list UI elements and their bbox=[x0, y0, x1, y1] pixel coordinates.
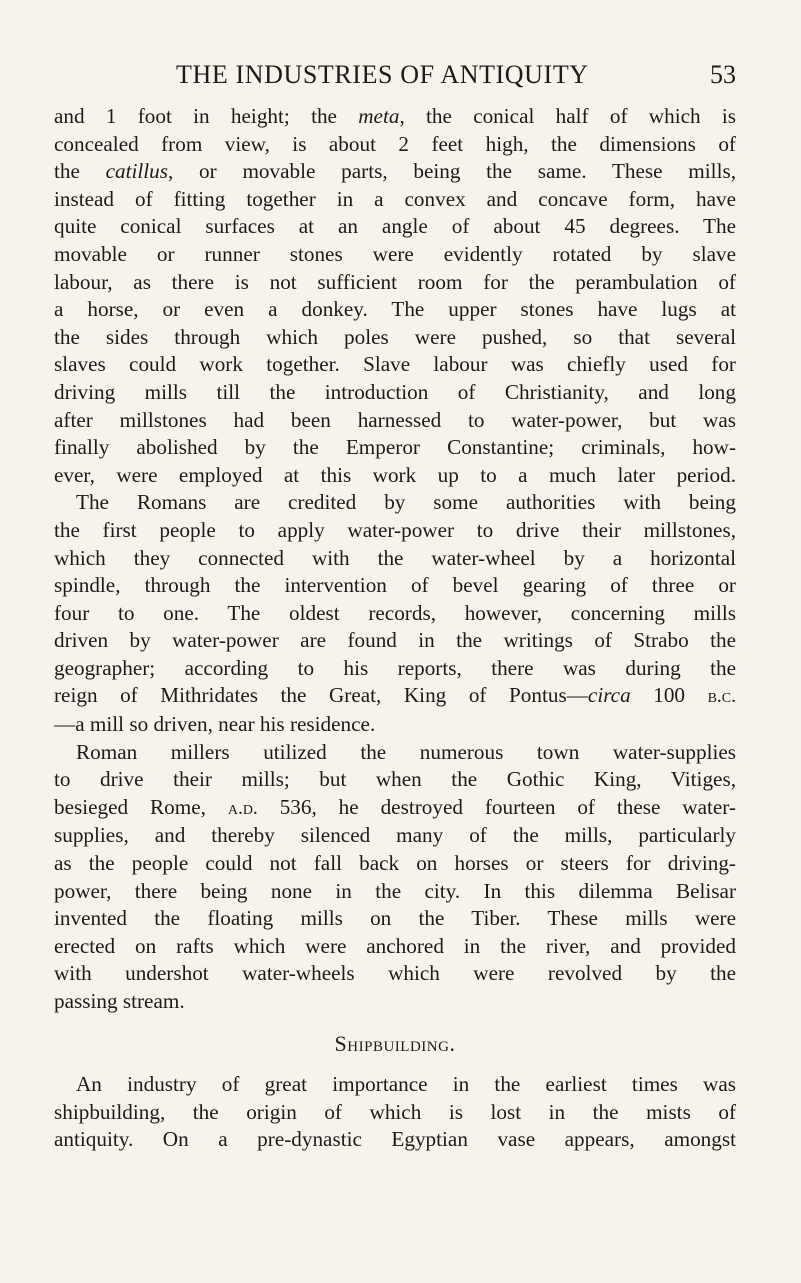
text-line: —a mill so driven, near his residence. bbox=[54, 712, 376, 737]
text-run: the bbox=[54, 159, 106, 184]
text-line: movable or runner stones were evidently rotated by slave bbox=[54, 241, 736, 266]
text-line: as the people could not fall back on horses or steers for driving- bbox=[54, 851, 736, 876]
text-line: concealed from view, is about 2 feet high, the dimensions of bbox=[54, 131, 736, 156]
text-line: finally abolished by the Emperor Constantine; criminals, how- bbox=[54, 435, 736, 460]
text-run: reign of Mithridates the Great, King of Pontus— bbox=[54, 683, 588, 708]
text-line bbox=[54, 682, 736, 711]
paragraph-romans-water-power bbox=[54, 489, 736, 738]
italic-term-circa: circa bbox=[587, 683, 631, 708]
text-line bbox=[54, 103, 736, 131]
text-line: with undershot water-wheels which were revolved by the bbox=[54, 961, 736, 986]
text-line bbox=[54, 794, 736, 823]
text-line: to drive their mills; but when the Gothic King, Vitiges, bbox=[54, 767, 736, 792]
text-line: quite conical surfaces at an angle of about 45 degrees. The bbox=[54, 214, 736, 239]
text-line: spindle, through the intervention of bevel gearing of three or bbox=[54, 573, 736, 598]
paragraph-shipbuilding bbox=[54, 1071, 736, 1154]
text-line: The Romans are credited by some authorities with being bbox=[76, 490, 736, 515]
paragraph-roman-millers bbox=[54, 739, 736, 1016]
text-line: invented the floating mills on the Tiber. These mills were bbox=[54, 906, 736, 931]
text-line: shipbuilding, the origin of which is lost in the mists of bbox=[54, 1099, 736, 1124]
text-line: a horse, or even a donkey. The upper stones have lugs at bbox=[54, 297, 736, 322]
text-line: driven by water-power are found in the writings of Strabo the bbox=[54, 628, 736, 653]
text-line: driving mills till the introduction of Christianity, and long bbox=[54, 379, 736, 404]
running-head bbox=[176, 60, 736, 92]
text-line: An industry of great importance in the earliest times was bbox=[76, 1072, 736, 1097]
text-line: slaves could work together. Slave labour was chiefly used for bbox=[54, 352, 736, 377]
era-abbreviation: b.c. bbox=[707, 686, 737, 708]
text-line: power, there being none in the city. In this dilemma Belisar bbox=[54, 878, 736, 903]
running-title: THE INDUSTRIES OF ANTIQUITY bbox=[176, 60, 589, 89]
text-line: the first people to apply water-power to drive their millstones, bbox=[54, 517, 736, 542]
text-line: the sides through which poles were pushed, so that several bbox=[54, 324, 736, 349]
page-number: 53 bbox=[710, 60, 736, 89]
text-line: labour, as there is not sufficient room for the perambulation of bbox=[54, 269, 736, 294]
text-line: instead of fitting together in a convex and concave form, have bbox=[54, 186, 736, 211]
text-run: 536, he destroyed fourteen of these water- bbox=[257, 794, 736, 819]
text-line: antiquity. On a pre-dynastic Egyptian vase appears, amongst bbox=[54, 1127, 736, 1152]
text-line: which they connected with the water-wheel by a horizontal bbox=[54, 545, 736, 570]
text-line: geographer; according to his reports, there was during the bbox=[54, 655, 736, 680]
text-line: supplies, and thereby silenced many of the mills, particularly bbox=[54, 823, 736, 848]
paragraph-mills-description bbox=[54, 103, 736, 489]
text-line: ever, were employed at this work up to a much later period. bbox=[54, 462, 736, 487]
text-line: passing stream. bbox=[54, 989, 185, 1013]
era-abbreviation: a.d. bbox=[227, 797, 258, 819]
text-run: and 1 foot in height; the bbox=[54, 104, 359, 128]
text-run: , the conical half of which is bbox=[399, 104, 737, 128]
italic-term-meta: meta bbox=[358, 104, 400, 128]
section-heading: Shipbuilding. bbox=[334, 1030, 456, 1056]
text-line: erected on rafts which were anchored in the river, and provided bbox=[54, 933, 736, 958]
body-text bbox=[54, 103, 736, 1154]
text-run: 100 bbox=[630, 683, 708, 708]
text-line: after millstones had been harnessed to water-power, but was bbox=[54, 407, 736, 432]
italic-term-catillus: catillus bbox=[105, 159, 169, 184]
text-line: four to one. The oldest records, however, concerning mills bbox=[54, 600, 736, 625]
text-line bbox=[54, 158, 736, 186]
text-run: besieged Rome, bbox=[54, 794, 228, 819]
text-run: , or movable parts, being the same. These mills, bbox=[168, 159, 736, 184]
text-line: Roman millers utilized the numerous town water-supplies bbox=[76, 739, 736, 764]
